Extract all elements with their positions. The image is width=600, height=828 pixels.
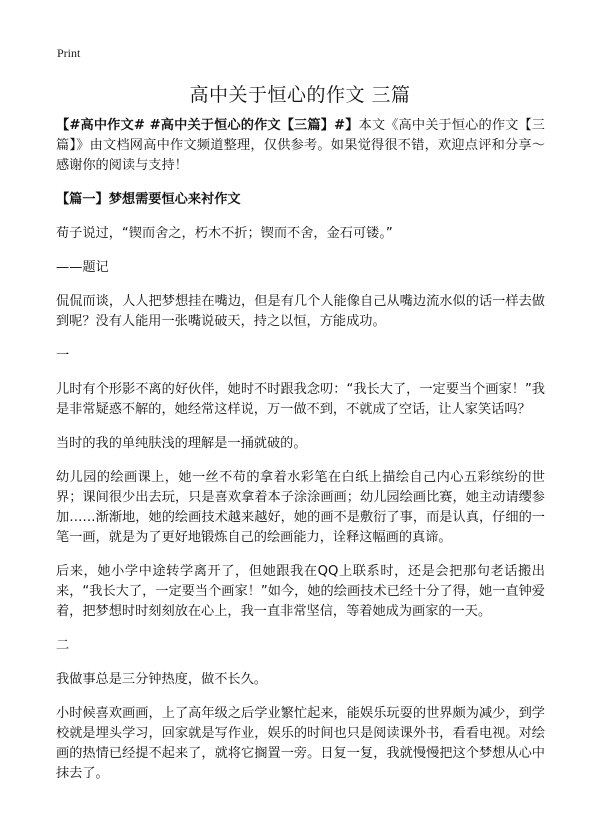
intro-tags: 【#高中作文# #高中关于恒心的作文【三篇】#】 (56, 118, 359, 133)
paragraph-2: 儿时有个形影不离的好伙伴，她时不时跟我念叨：“我长大了，一定要当个画家！”我是非常疑惑不解的，她经常这样说，万一做不到，不就成了空话，让人家笑话吗？ (56, 382, 545, 417)
paragraph-3: 当时的我的单纯肤浅的理解是一捅就破的。 (56, 436, 307, 451)
section-mark-1: 一 (56, 348, 70, 363)
section-heading: 【篇一】梦想需要恒心来衬作文 (56, 192, 241, 207)
article-body (56, 116, 545, 798)
paragraph-6: 我做事总是三分钟热度，做不长久。 (56, 672, 267, 687)
section-mark-2: 二 (56, 638, 70, 653)
quote: 荀子说过，“锲而舍之，朽木不折；锲而不舍，金石可镂。” (56, 226, 393, 241)
paragraph-1: 侃侃而谈，人人把梦想挂在嘴边，但是有几个人能像自己从嘴边流水似的话一样去做到呢？没有人能用一张嘴说破天，持之以恒，方能成功。 (56, 294, 545, 329)
paragraph-7: 小时候喜欢画画，上了高年级之后学业繁忙起来，能娱乐玩耍的世界颇为减少，到学校就是埋头学习，回家就是写作业，娱乐的时间也只是阅读课外书，看看电视。对绘画的热情已经提不起来了，就将它搁置一旁。日复一复，我就慢慢把这个梦想从心中抹去了。 (56, 706, 545, 781)
quote-attribution: ——题记 (56, 260, 109, 275)
paragraph-4: 幼儿园的绘画课上，她一丝不苟的拿着水彩笔在白纸上描绘自己内心五彩缤纷的世界；课间很少出去玩，只是喜欢拿着本子涂涂画画；幼儿园绘画比赛，她主动请缨参加……渐渐地，她的绘画技术越来越好，她的画不是敷衍了事，而是认真，仔细的一笔一画，就是为了更好地锻炼自己的绘画能力，诠释这幅画的真谛。 (56, 470, 545, 545)
intro-paragraph (56, 116, 545, 176)
print-link[interactable]: Print (57, 46, 81, 60)
intro-text: 本文《高中关于恒心的作文【三篇】》由文档网高中作文频道整理，仅供参考。如果觉得很不错，欢迎点评和分享～感谢你的阅读与支持！ (56, 118, 545, 173)
article-title: 高中关于恒心的作文 三篇 (189, 84, 411, 106)
paragraph-5: 后来，她小学中途转学离开了，但她跟我在QQ上联系时，还是会把那句老话搬出来，“我长大了，一定要当个画家！”如今，她的绘画技术已经十分了得，她一直钟爱着，把梦想时时刻刻放在心上，我一直非常坚信，等着她成为画家的一天。 (56, 564, 545, 619)
